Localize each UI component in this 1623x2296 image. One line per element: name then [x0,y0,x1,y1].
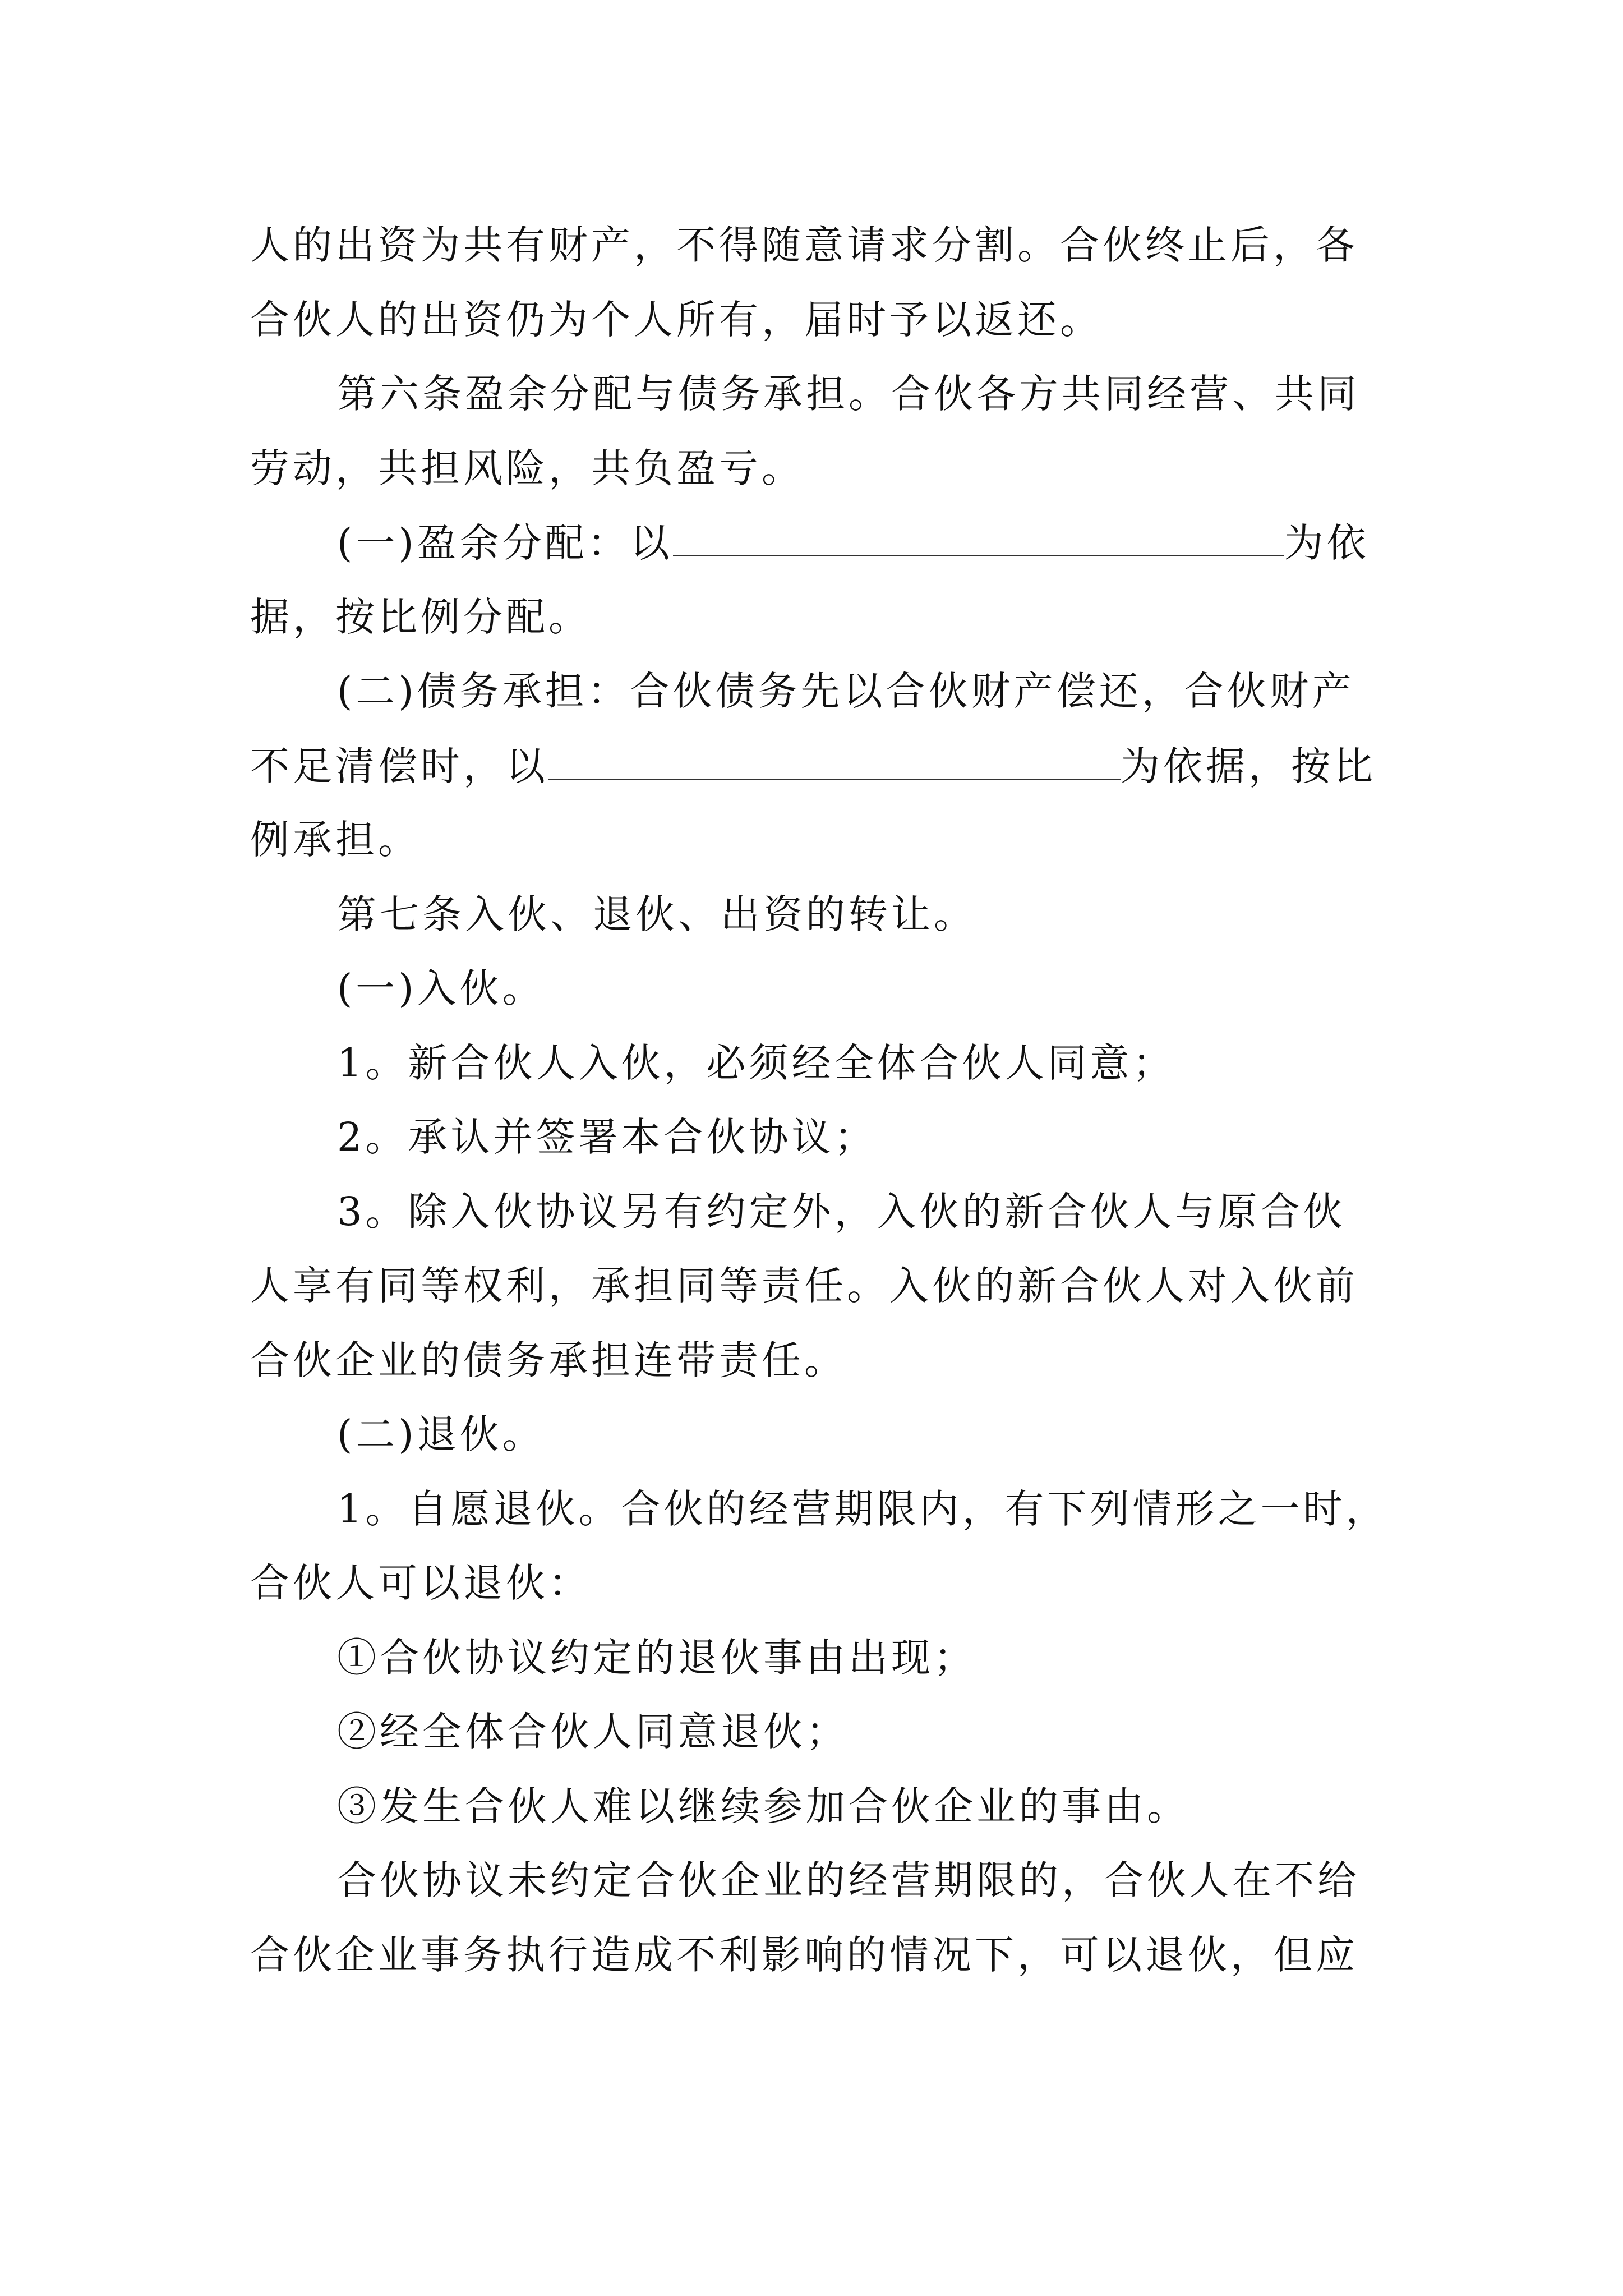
article-6-heading: 第六条盈余分配与债务承担。合伙各方共同经营、共同 [337,371,1360,417]
text-fragment: 不足清偿时，以 [250,743,548,789]
section-heading-withdrawal: (二)退伙。 [337,1411,545,1457]
text-line: 据，按比例分配。 [250,594,591,640]
text-line: 合伙企业事务执行造成不利影响的情况下，可以退伙，但应 [250,1932,1358,1978]
text-line: 例承担。 [250,817,421,863]
profit-distribution-line [337,517,1370,568]
text-fragment: (一)盈余分配：以 [337,520,673,566]
paragraph-line: 合伙协议未约定合伙企业的经营期限的，合伙人在不给 [337,1857,1360,1903]
fill-in-blank[interactable] [673,517,1284,556]
section-heading-admission: (一)入伙。 [337,965,545,1011]
list-item: 1。新合伙人入伙，必须经全体合伙人同意； [337,1040,1175,1086]
text-line: 合伙人的出资仍为个人所有，届时予以返还。 [250,297,1103,343]
debt-liability-line: (二)债务承担：合伙债务先以合伙财产偿还，合伙财产 [337,668,1355,714]
text-line: 合伙人可以退伙： [250,1560,591,1606]
list-item: ①合伙协议约定的退伙事由出现； [337,1635,976,1681]
text-fragment: 为依 [1284,520,1370,566]
text-line: 劳动，共担风险，共负盈亏。 [250,445,804,491]
text-line: 合伙企业的债务承担连带责任。 [250,1337,847,1383]
text-line: 人享有同等权利，承担同等责任。入伙的新合伙人对入伙前 [250,1263,1358,1309]
article-7-heading: 第七条入伙、退伙、出资的转让。 [337,891,976,937]
debt-liability-blank-line [250,740,1376,792]
list-item: 3。除入伙协议另有约定外，入伙的新合伙人与原合伙 [337,1189,1346,1235]
list-item: ②经全体合伙人同意退伙； [337,1709,849,1755]
text-fragment: 为依据，按比 [1121,743,1376,789]
fill-in-blank[interactable] [548,740,1121,780]
list-item: 2。承认并签署本合伙协议； [337,1114,877,1160]
text-line: 人的出资为共有财产，不得随意请求分割。合伙终止后，各 [250,222,1358,268]
list-item: 1。自愿退伙。合伙的经营期限内，有下列情形之一时， [337,1486,1389,1532]
list-item: ③发生合伙人难以继续参加合伙企业的事由。 [337,1783,1189,1829]
